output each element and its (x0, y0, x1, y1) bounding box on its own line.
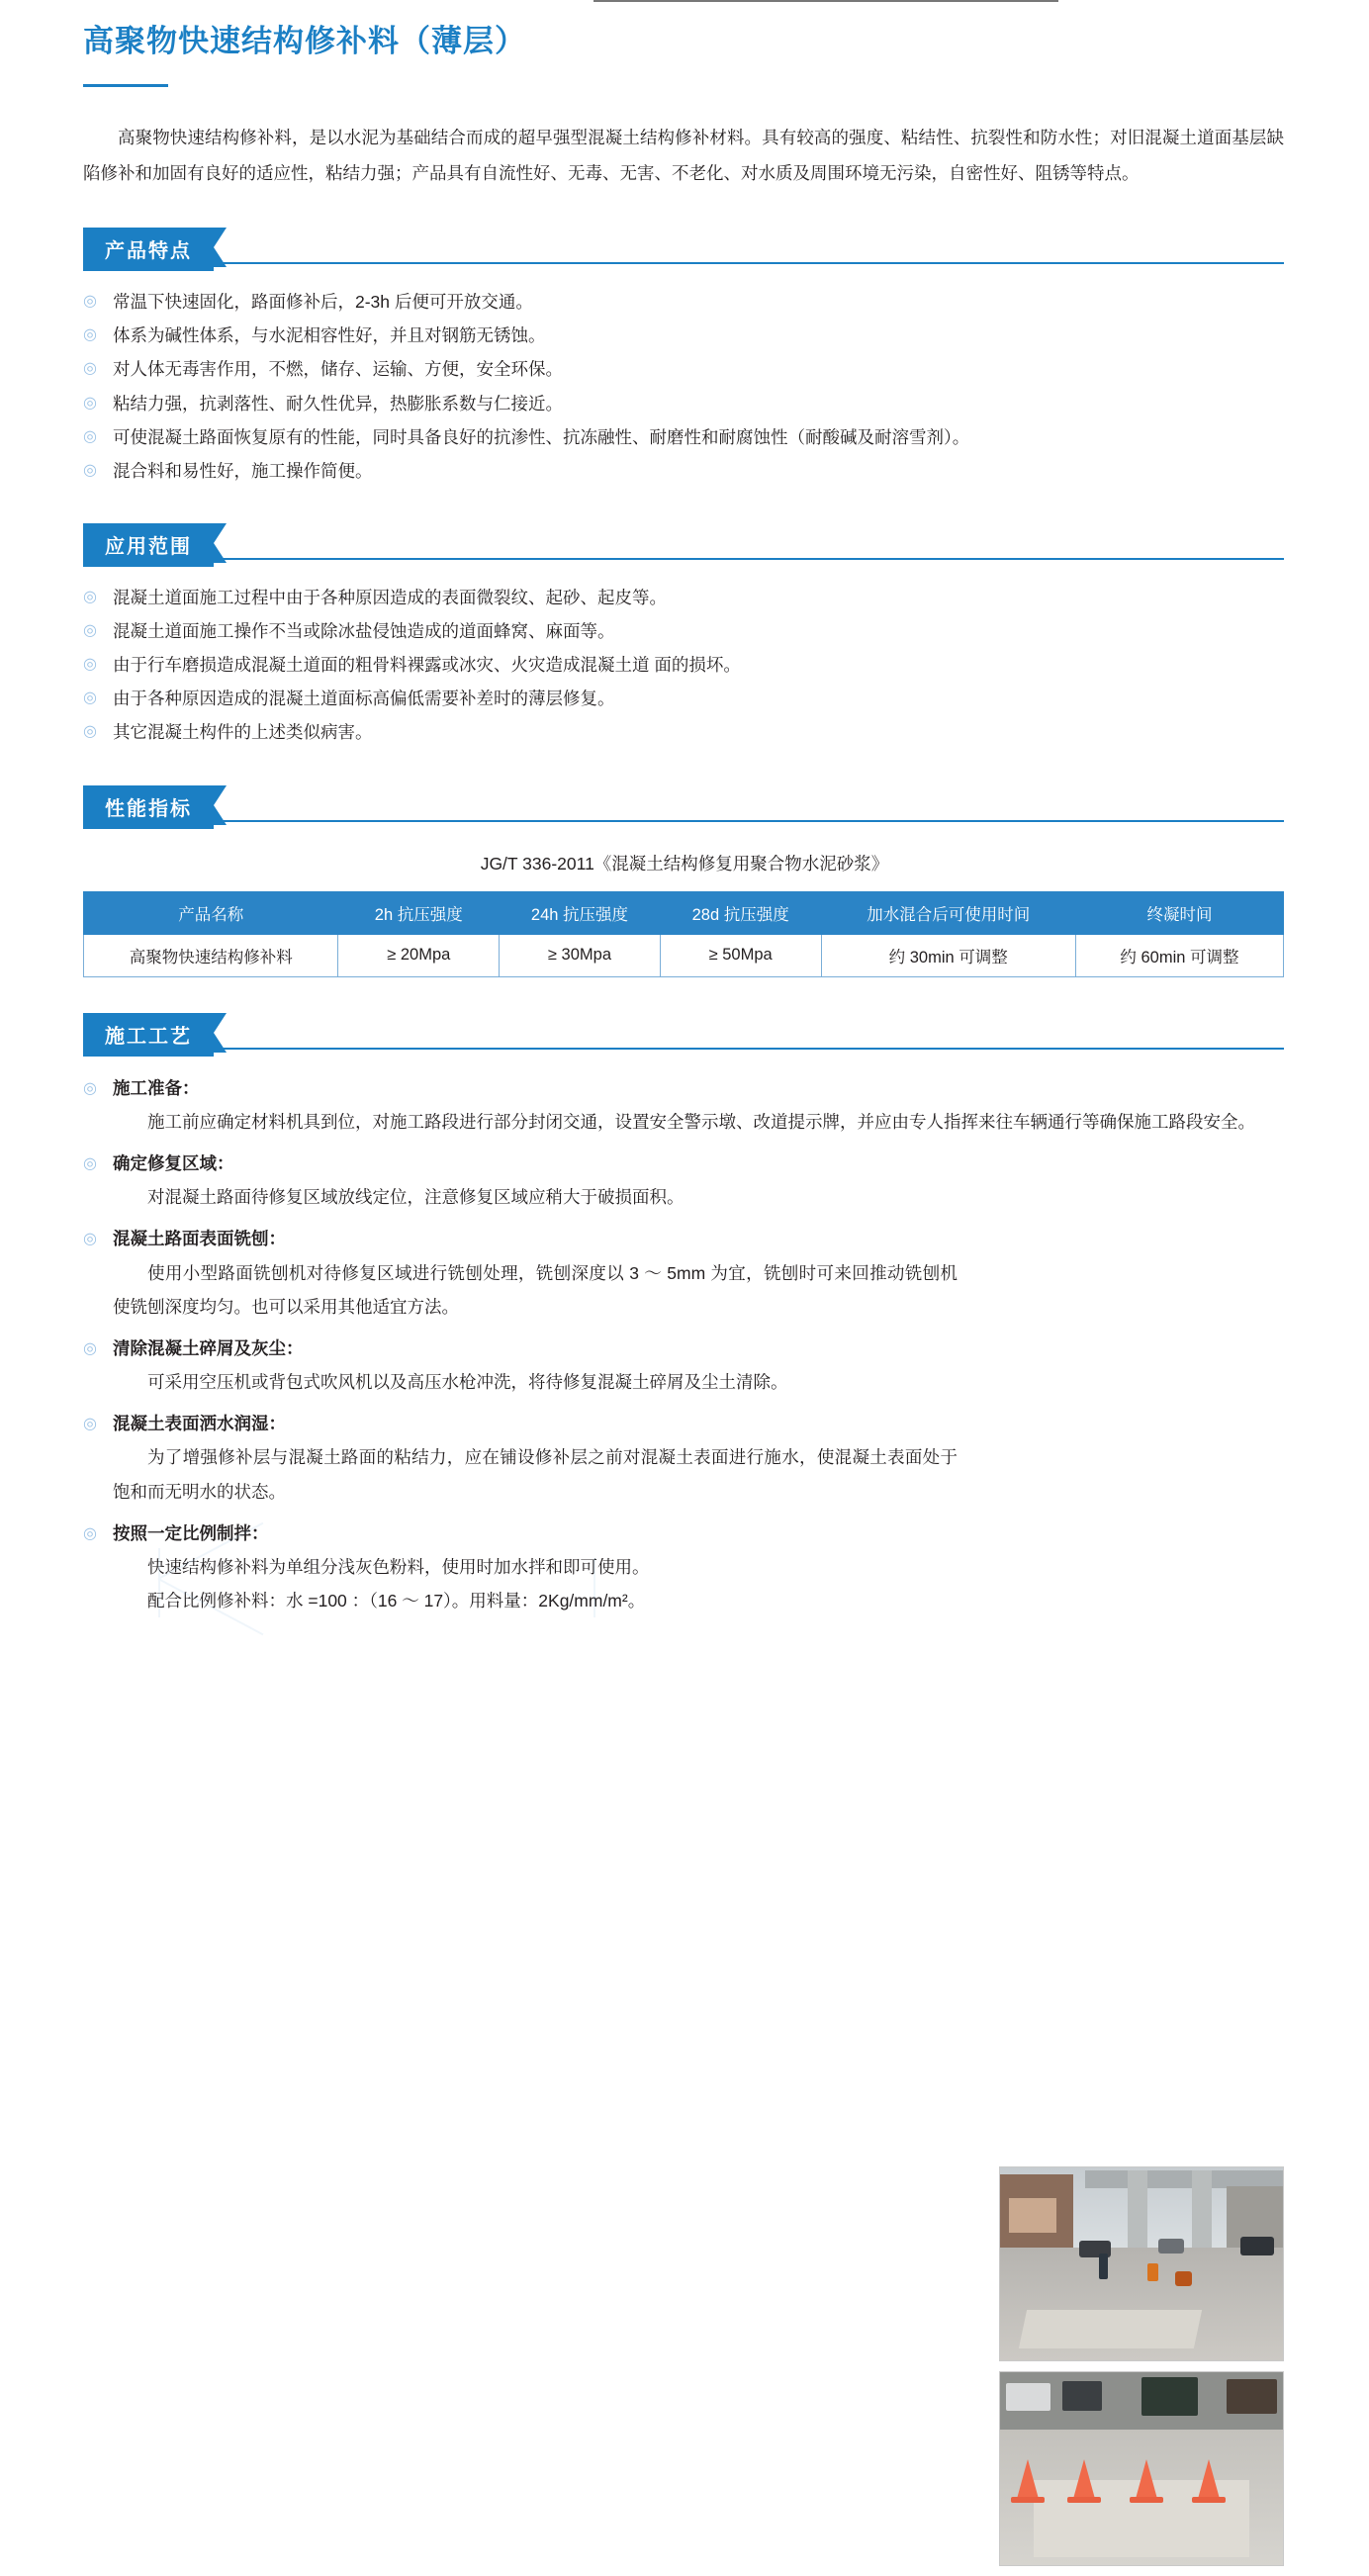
list-item (83, 614, 1284, 648)
construction-step (83, 1333, 1284, 1399)
title-underline (83, 84, 168, 87)
table-cell: ≥ 30Mpa (500, 934, 661, 976)
page-top-crop-artifact (593, 0, 1058, 2)
table-column-header: 产品名称 (84, 891, 338, 934)
page-title: 高聚物快速结构修补料（薄层） (83, 24, 526, 58)
bullet-icon: ◎ (83, 427, 97, 445)
list-item (83, 387, 1284, 420)
bullet-icon: ◎ (83, 1524, 97, 1542)
list-item (83, 648, 1284, 682)
list-item-text: 其它混凝土构件的上述类似病害。 (113, 722, 373, 743)
bullet-icon: ◎ (83, 1339, 97, 1357)
construction-step (83, 1223, 1284, 1324)
bullet-icon: ◎ (83, 326, 97, 344)
bullet-icon: ◎ (83, 723, 97, 741)
traffic-cone-icon (1017, 2459, 1039, 2499)
bullet-icon: ◎ (83, 1154, 97, 1172)
list-item-text: 常温下快速固化，路面修补后，2-3h 后便可开放交通。 (113, 292, 533, 313)
construction-steps (83, 1072, 1284, 1618)
table-cell: 约 60min 可调整 (1075, 934, 1283, 976)
bullet-icon: ◎ (83, 394, 97, 412)
list-item (83, 581, 1284, 614)
section-title-features: 产品特点 (83, 228, 214, 271)
performance-table (83, 891, 1284, 977)
traffic-cone-icon (1073, 2459, 1095, 2499)
intro-paragraph: 高聚物快速结构修补料，是以水泥为基础结合而成的超早强型混凝土结构修补材料。具有较高的强度、粘结性、抗裂性和防水性；对旧混凝土道面基层缺陷修补和加固有良好的适应性，粘结力强；产品具有自流性好、无毒、无害、不老化、对水质及周围环境无污染，自密性好、阻锈等特点。 (83, 128, 1284, 184)
list-item (83, 682, 1284, 715)
section-rule (83, 820, 1284, 822)
list-item-text: 粘结力强，抗剥落性、耐久性优异，热膨胀系数与仁接近。 (113, 393, 563, 414)
table-column-header: 终凝时间 (1075, 891, 1283, 934)
step-title: 施工准备： (113, 1077, 200, 1098)
table-column-header: 24h 抗压强度 (500, 891, 661, 934)
list-item-text: 混凝土道面施工过程中由于各种原因造成的表面微裂纹、起砂、起皮等。 (113, 587, 667, 607)
step-title: 混凝土路面表面铣刨： (113, 1229, 286, 1249)
bullet-icon: ◎ (83, 690, 97, 707)
scope-list (83, 581, 1284, 750)
table-cell: 高聚物快速结构修补料 (84, 934, 338, 976)
table-column-header: 2h 抗压强度 (338, 891, 500, 934)
step-body: 可采用空压机或背包式吹风机以及高压水枪冲洗，将待修复混凝土碎屑及尘土清除。 (147, 1372, 788, 1393)
step-body: 为了增强修补层与混凝土路面的粘结力，应在铺设修补层之前对混凝土表面进行施水，使混凝土表面处于饱和而无明水的状态。 (113, 1447, 958, 1502)
step-title: 混凝土表面洒水润湿： (113, 1414, 286, 1434)
step-title: 清除混凝土碎屑及灰尘： (113, 1337, 304, 1358)
construction-photo-1 (999, 2166, 1284, 2361)
step-body: 对混凝土路面待修复区域放线定位，注意修复区域应稍大于破损面积。 (147, 1187, 684, 1208)
table-header-row (84, 891, 1284, 934)
step-title: 确定修复区域： (113, 1152, 234, 1173)
list-item-text: 混凝土道面施工操作不当或除冰盐侵蚀造成的道面蜂窝、麻面等。 (113, 621, 615, 642)
bullet-icon: ◎ (83, 293, 97, 311)
section-title-construction: 施工工艺 (83, 1013, 214, 1057)
title-block (0, 0, 1369, 87)
bullet-icon: ◎ (83, 1416, 97, 1433)
list-item (83, 285, 1284, 319)
list-item (83, 352, 1284, 386)
bullet-icon: ◎ (83, 588, 97, 605)
table-column-header: 28d 抗压强度 (660, 891, 821, 934)
list-item-text: 混合料和易性好，施工操作简便。 (113, 460, 373, 481)
bullet-icon: ◎ (83, 360, 97, 378)
section-rule (83, 558, 1284, 560)
bullet-icon: ◎ (83, 461, 97, 479)
list-item (83, 319, 1284, 352)
bullet-icon: ◎ (83, 1231, 97, 1248)
table-cell: 约 30min 可调整 (821, 934, 1075, 976)
list-item (83, 420, 1284, 454)
table-cell: ≥ 20Mpa (338, 934, 500, 976)
section-rule (83, 1048, 1284, 1050)
bullet-icon: ◎ (83, 622, 97, 640)
construction-photo-2 (999, 2371, 1284, 2566)
step-title: 按照一定比例制拌： (113, 1522, 269, 1543)
list-item-text: 对人体无毒害作用，不燃，储存、运输、方便，安全环保。 (113, 359, 563, 380)
features-list (83, 285, 1284, 488)
list-item-text: 可使混凝土路面恢复原有的性能，同时具备良好的抗渗性、抗冻融性、耐磨性和耐腐蚀性（耐酸碱及耐溶雪剂）。 (113, 426, 970, 447)
construction-step (83, 1408, 1284, 1509)
list-item (83, 454, 1284, 488)
construction-step (83, 1518, 1284, 1618)
bullet-icon: ◎ (83, 656, 97, 674)
section-title-scope: 应用范围 (83, 523, 214, 567)
section-title-performance: 性能指标 (83, 785, 214, 829)
table-row (84, 934, 1284, 976)
section-header-features (83, 228, 1284, 267)
section-header-performance (83, 785, 1284, 825)
list-item (83, 715, 1284, 749)
photo-column (999, 2166, 1284, 2576)
bullet-icon: ◎ (83, 1079, 97, 1097)
section-rule (83, 262, 1284, 264)
step-body: 使用小型路面铣刨机对待修复区域进行铣刨处理，铣刨深度以 3 ～ 5mm 为宜，铣刨时可来回推动铣刨机使铣刨深度均匀。也可以采用其他适宜方法。 (113, 1262, 958, 1317)
table-cell: ≥ 50Mpa (660, 934, 821, 976)
standard-reference: JG/T 336-2011《混凝土结构修复用聚合物水泥砂浆》 (480, 853, 889, 874)
traffic-cone-icon (1136, 2459, 1157, 2499)
section-header-construction (83, 1013, 1284, 1053)
list-item-text: 体系为碱性体系，与水泥相容性好，并且对钢筋无锈蚀。 (113, 325, 546, 346)
table-column-header: 加水混合后可使用时间 (821, 891, 1075, 934)
step-body-secondary: 配合比例修补料：水 =100 ：（16 ～ 17）。用料量：2Kg/mm/m²。 (147, 1591, 646, 1611)
traffic-cone-icon (1198, 2459, 1220, 2499)
section-header-scope (83, 523, 1284, 563)
construction-step (83, 1072, 1284, 1139)
list-item-text: 由于各种原因造成的混凝土道面标高偏低需要补差时的薄层修复。 (113, 689, 615, 709)
list-item-text: 由于行车磨损造成混凝土道面的粗骨料裸露或冰灾、火灾造成混凝土道 面的损坏。 (113, 655, 741, 676)
step-body: 施工前应确定材料机具到位，对施工路段进行部分封闭交通，设置安全警示墩、改道提示牌，并应由专人指挥来往车辆通行等确保施工路段安全。 (147, 1111, 1255, 1132)
step-body: 快速结构修补料为单组分浅灰色粉料，使用时加水拌和即可使用。 (147, 1556, 650, 1577)
construction-step (83, 1148, 1284, 1214)
